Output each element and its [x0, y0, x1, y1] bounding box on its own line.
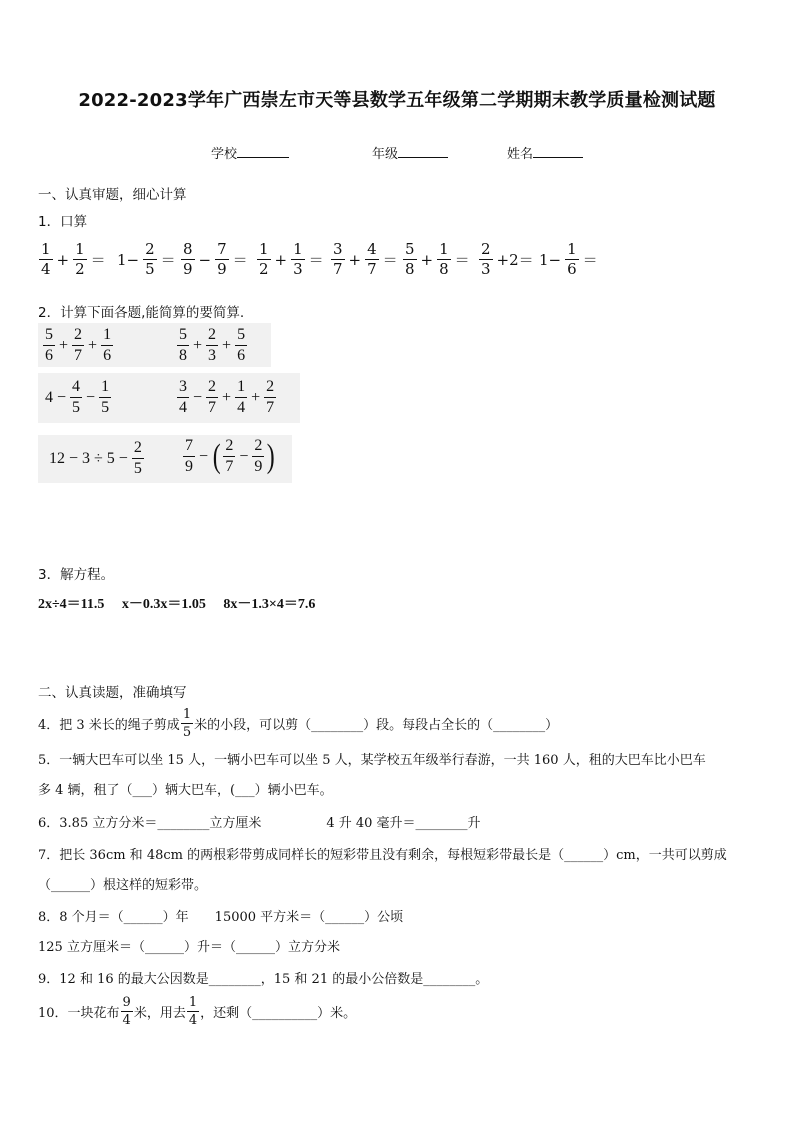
section1-q1-items-1-b_n: 2 — [145, 240, 155, 258]
section1-q2-e1-c_d: 6 — [103, 347, 112, 364]
fraction — [252, 438, 264, 475]
fill-in-blank-line[interactable] — [398, 157, 448, 158]
fraction — [121, 996, 133, 1027]
fraction — [143, 242, 157, 277]
fraction — [257, 242, 271, 277]
section1-q1-items-4-b_d: 7 — [367, 260, 377, 278]
section1-q2-e4-d_d: 7 — [266, 399, 275, 416]
fraction — [101, 327, 113, 364]
section1-q1-items-1-b_d: 5 — [145, 260, 155, 278]
section2-q10-mid: 米，用去 — [133, 1006, 186, 1021]
section1-q2-e6-a_n: 7 — [183, 438, 195, 457]
section1-q2-e2-c_n: 5 — [235, 327, 247, 346]
section2-q4-pre: 4．把 3 米长的绳子剪成 — [38, 718, 180, 733]
fraction — [99, 379, 111, 416]
section1-q1-items-3-a_d: 2 — [259, 260, 269, 278]
fraction — [132, 440, 144, 477]
section1-q2-e3-op1: − — [86, 388, 96, 406]
section1-q1-items-3-tail: ＝ — [308, 251, 324, 269]
section1-q2-e2-c_d: 6 — [237, 347, 246, 364]
name-label: 姓名 — [507, 147, 534, 162]
q2-expr-1 — [42, 327, 114, 364]
name-field[interactable] — [507, 143, 583, 162]
section1-q2-e4-op1: − — [193, 388, 203, 406]
section1-q1-items-7-b_d: 6 — [567, 260, 577, 278]
section1-q2-e4-op3: + — [251, 388, 261, 406]
q7-line-1: 7．把长 36cm 和 48cm 的两根彩带剪成同样长的短彩带且没有剩余，每根短彩带最长是（______）cm，一共可以剪成 — [38, 848, 727, 863]
section1-q2-e6-b_d: 7 — [225, 458, 234, 475]
section1-q1-items-5-a_d: 8 — [405, 260, 415, 278]
fraction — [73, 242, 87, 277]
q8-line-1: 8．8 个月＝（______）年 15000 平方米＝（______）公顷 — [38, 910, 404, 925]
section1-q1-items-2-tail: ＝ — [232, 251, 248, 269]
section1-q1-items-2-b_n: 7 — [217, 240, 227, 258]
section1-q1-items-0-a_n: 1 — [41, 240, 51, 258]
fraction — [215, 242, 229, 277]
fraction — [223, 438, 235, 475]
q5-line-2: 多 4 辆，租了（___）辆大巴车，(___）辆小巴车。 — [38, 783, 333, 798]
section1-q1-items-3-op: + — [274, 250, 288, 269]
section1-q1-items-2-a_n: 8 — [183, 240, 193, 258]
section1-q1-items-5-b_n: 1 — [439, 240, 449, 258]
section1-q1-items-5-op: + — [420, 250, 434, 269]
section1-q2-e6-c_n: 2 — [252, 438, 264, 457]
fraction — [565, 242, 579, 277]
q2-label: 2．计算下面各题,能简算的要简算. — [38, 305, 245, 321]
right-paren-glyph: ) — [267, 437, 276, 475]
q1-label: 1．口算 — [38, 214, 88, 230]
section1-q2-e4-b_d: 7 — [208, 399, 217, 416]
q2-expression-row-1 — [38, 323, 271, 367]
section2-q4-f_d: 5 — [182, 725, 192, 740]
section1-q1-items-4-a_n: 3 — [333, 240, 343, 258]
section2-heading: 二、认真读题，准确填写 — [38, 685, 187, 701]
section1-q2-e1-a_n: 5 — [43, 327, 55, 346]
section1-q2-e4-c_n: 1 — [235, 379, 247, 398]
fraction — [264, 379, 276, 416]
school-field[interactable] — [211, 143, 289, 162]
section2-q4-post: 米的小段，可以剪（________）段。每段占全长的（________） — [194, 718, 559, 733]
q3-equations: 2x÷4＝11.5 x－0.3x＝1.05 8x－1.3×4＝7.6 — [38, 597, 316, 612]
section1-q2-e2-op1: + — [193, 336, 203, 354]
section1-q1-items-7-b_n: 1 — [567, 240, 577, 258]
fraction — [403, 242, 417, 277]
fraction — [181, 708, 193, 739]
fraction — [479, 242, 493, 277]
q2-expression-row-3 — [38, 435, 292, 483]
section1-q1-items-2-a_d: 9 — [183, 260, 193, 278]
section1-q2-e1-c_n: 1 — [101, 327, 113, 346]
section1-q2-e6-b_n: 2 — [223, 438, 235, 457]
section2-q4-f_n: 1 — [182, 707, 192, 722]
q7-line-2: （______）根这样的短彩带。 — [38, 878, 208, 893]
fraction — [235, 379, 247, 416]
section2-q10-b_n: 1 — [188, 995, 198, 1010]
fraction — [183, 438, 195, 475]
section1-q2-e3-pre: 4 − — [45, 388, 67, 406]
section1-q2-e3-b_d: 5 — [101, 399, 110, 416]
section2-q10-a_n: 9 — [122, 995, 131, 1010]
q1-item-8 — [536, 242, 601, 277]
section1-q1-items-7-pre: 1− — [539, 250, 562, 269]
fraction — [331, 242, 345, 277]
q1-item-6 — [402, 242, 473, 277]
q1-item-7 — [478, 242, 537, 277]
q1-item-1 — [38, 242, 109, 277]
q10-line — [38, 996, 356, 1027]
fraction — [39, 242, 53, 277]
section1-q2-e2-a_d: 8 — [179, 347, 187, 364]
section1-q2-e4-b_n: 2 — [206, 379, 218, 398]
section1-q2-e1-b_d: 7 — [74, 347, 83, 364]
q1-item-2 — [114, 242, 179, 277]
left-paren-glyph: ( — [212, 437, 221, 475]
q5-line-1: 5．一辆大巴车可以坐 15 人，一辆小巴车可以坐 5 人，某学校五年级举行春游，一共 160 人，租的大巴车比小巴车 — [38, 753, 706, 768]
section1-q2-e5-a_d: 5 — [133, 460, 142, 477]
q4-line — [38, 708, 558, 739]
section1-q2-e6-a_d: 9 — [185, 458, 193, 475]
section2-q10-a_d: 4 — [122, 1013, 131, 1028]
grade-field[interactable] — [372, 143, 448, 162]
q2-expr-2 — [176, 327, 248, 364]
section1-q1-items-6-a_n: 2 — [481, 240, 491, 258]
section1-heading: 一、认真审题，细心计算 — [38, 187, 187, 203]
section2-q10-post: ，还剩（__________）米。 — [200, 1006, 357, 1021]
fraction — [72, 327, 84, 364]
section2-q10-pre: 10．一块花布 — [38, 1006, 120, 1021]
section1-q1-items-4-op: + — [348, 250, 362, 269]
section1-q2-e4-c_d: 4 — [237, 399, 246, 416]
section1-q1-items-6-a_d: 3 — [481, 260, 491, 278]
section1-q1-items-4-b_n: 4 — [367, 240, 377, 258]
section1-q2-e4-op2: + — [222, 388, 232, 406]
q8-line-2: 125 立方厘米＝（______）升＝（______）立方分米 — [38, 940, 340, 955]
section1-q1-items-0-op: + — [56, 250, 70, 269]
fraction — [177, 327, 189, 364]
q2-expr-6 — [182, 438, 277, 475]
section1-q1-items-1-pre: 1− — [117, 250, 140, 269]
fraction — [365, 242, 379, 277]
section1-q2-e6-op2: − — [239, 447, 249, 465]
section1-q1-items-4-tail: ＝ — [382, 251, 398, 269]
q2-expr-5 — [46, 440, 145, 477]
section1-q1-items-1-tail: ＝ — [160, 251, 176, 269]
q1-item-3 — [180, 242, 251, 277]
section1-q2-e4-a_n: 3 — [177, 379, 189, 398]
section1-q1-items-4-a_d: 7 — [333, 260, 343, 278]
section1-q2-e1-op2: + — [88, 336, 98, 354]
q2-expr-3 — [42, 379, 112, 416]
section1-q1-items-2-op: − — [198, 250, 212, 269]
q2-expression-row-2 — [38, 373, 300, 423]
section1-q1-items-3-a_n: 1 — [259, 240, 269, 258]
section1-q1-items-5-tail: ＝ — [454, 251, 470, 269]
section2-q10-b_d: 4 — [188, 1013, 198, 1028]
grade-label: 年级 — [372, 147, 399, 162]
fraction — [206, 379, 218, 416]
section1-q2-e2-op2: + — [222, 336, 232, 354]
section1-q2-e2-b_d: 3 — [208, 347, 217, 364]
fraction — [181, 242, 195, 277]
fraction — [437, 242, 451, 277]
section1-q2-e3-a_n: 4 — [70, 379, 82, 398]
q1-item-4 — [256, 242, 327, 277]
section1-q2-e1-b_n: 2 — [72, 327, 84, 346]
section1-q1-items-7-tail: ＝ — [582, 251, 598, 269]
section1-q1-items-0-b_n: 1 — [75, 240, 85, 258]
fill-in-blank-line[interactable] — [533, 157, 583, 158]
fraction — [206, 327, 218, 364]
section1-q2-e1-op1: + — [59, 336, 69, 354]
fraction — [291, 242, 305, 277]
fraction — [235, 327, 247, 364]
section1-q1-items-0-tail: ＝ — [90, 251, 106, 269]
section1-q2-e4-d_n: 2 — [264, 379, 276, 398]
q6-line: 6．3.85 立方分米＝________立方厘米 4 升 40 毫升＝________升 — [38, 816, 481, 831]
section1-q2-e3-b_n: 1 — [99, 379, 111, 398]
section1-q1-items-5-a_n: 5 — [405, 240, 415, 258]
section1-q1-items-5-b_d: 8 — [439, 260, 449, 278]
section1-q2-e1-a_d: 6 — [45, 347, 53, 364]
school-label: 学校 — [211, 147, 238, 162]
section1-q1-items-6-op: +2＝ — [496, 251, 534, 269]
section1-q1-items-2-b_d: 9 — [217, 260, 227, 278]
fraction — [43, 327, 55, 364]
section1-q2-e6-c_d: 9 — [254, 458, 263, 475]
fill-in-blank-line[interactable] — [237, 157, 289, 158]
section1-q1-items-3-b_d: 3 — [293, 260, 303, 278]
section1-q2-e4-a_d: 4 — [179, 399, 187, 416]
section1-q2-e5-a_n: 2 — [132, 440, 144, 459]
page-title: 2022-2023学年广西崇左市天等县数学五年级第二学期期末教学质量检测试题 — [78, 90, 716, 111]
section1-q1-items-0-b_d: 2 — [75, 260, 85, 278]
fraction — [177, 379, 189, 416]
section1-q2-e6-op1: − — [199, 447, 209, 465]
section1-q2-e3-a_d: 5 — [72, 399, 81, 416]
section1-q2-e5-pre: 12 − 3 ÷ 5 − — [49, 449, 128, 467]
q1-oral-calc-row — [38, 240, 778, 284]
q1-item-5 — [330, 242, 401, 277]
section1-q1-items-0-a_d: 4 — [41, 260, 51, 278]
fraction — [70, 379, 82, 416]
section1-q1-items-3-b_n: 1 — [293, 240, 303, 258]
q9-line: 9．12 和 16 的最大公因数是________，15 和 21 的最小公倍数是________。 — [38, 972, 489, 987]
q3-label: 3．解方程。 — [38, 567, 115, 583]
section1-q2-e2-b_n: 2 — [206, 327, 218, 346]
q2-expr-4 — [176, 379, 277, 416]
fraction — [187, 996, 199, 1027]
section1-q2-e2-a_n: 5 — [177, 327, 189, 346]
